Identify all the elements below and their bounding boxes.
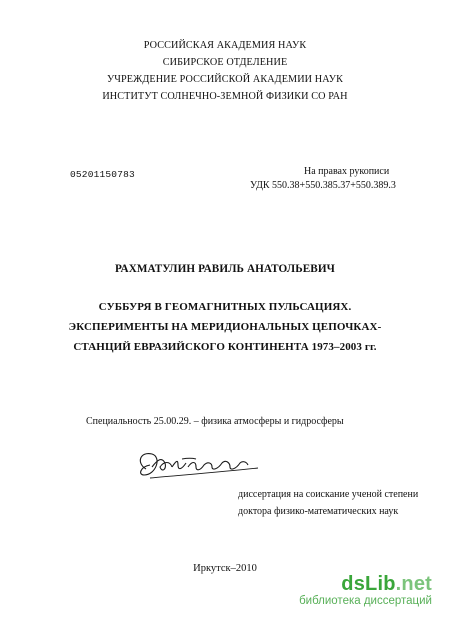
udk-code: УДК 550.38+550.385.37+550.389.3 (250, 180, 396, 191)
header-line-institution: УЧРЕЖДЕНИЕ РОССИЙСКОЙ АКАДЕМИИ НАУК (106, 74, 343, 85)
title-line-2: ЭКСПЕРИМЕНТЫ НА МЕРИДИОНАЛЬНЫХ ЦЕПОЧКАХ- (68, 321, 382, 333)
dissertation-degree-line-1: диссертация на соискание ученой степени (238, 489, 419, 500)
specialty-line: Специальность 25.00.29. – физика атмосферы и гидросферы (86, 416, 344, 427)
watermark-brand-suffix: .net (395, 573, 432, 595)
document-code: 05201150783 (70, 169, 135, 180)
header-line-institute: ИНСТИТУТ СОЛНЕЧНО-ЗЕМНОЙ ФИЗИКИ СО РАН (102, 91, 348, 102)
header-line-branch: СИБИРСКОЕ ОТДЕЛЕНИЕ (162, 57, 288, 68)
header-line-academy: РОССИЙСКАЯ АКАДЕМИЯ НАУК (143, 40, 307, 51)
city-year: Иркутск–2010 (193, 563, 257, 574)
watermark-brand (299, 574, 432, 594)
watermark-tagline: библиотека диссертаций (299, 595, 432, 607)
manuscript-rights: На правах рукописи (304, 166, 390, 177)
handwritten-signature (132, 445, 264, 485)
dslib-watermark (299, 574, 432, 608)
watermark-brand-main: dsLib (341, 573, 396, 595)
dissertation-degree-line-2: доктора физико-математических наук (238, 506, 399, 517)
author-name: РАХМАТУЛИН РАВИЛЬ АНАТОЛЬЕВИЧ (115, 263, 335, 275)
title-line-1: СУББУРЯ В ГЕОМАГНИТНЫХ ПУЛЬСАЦИЯХ. (98, 301, 352, 313)
title-line-3: СТАНЦИЙ ЕВРАЗИЙСКОГО КОНТИНЕНТА 1973–2003 гг. (73, 341, 377, 353)
